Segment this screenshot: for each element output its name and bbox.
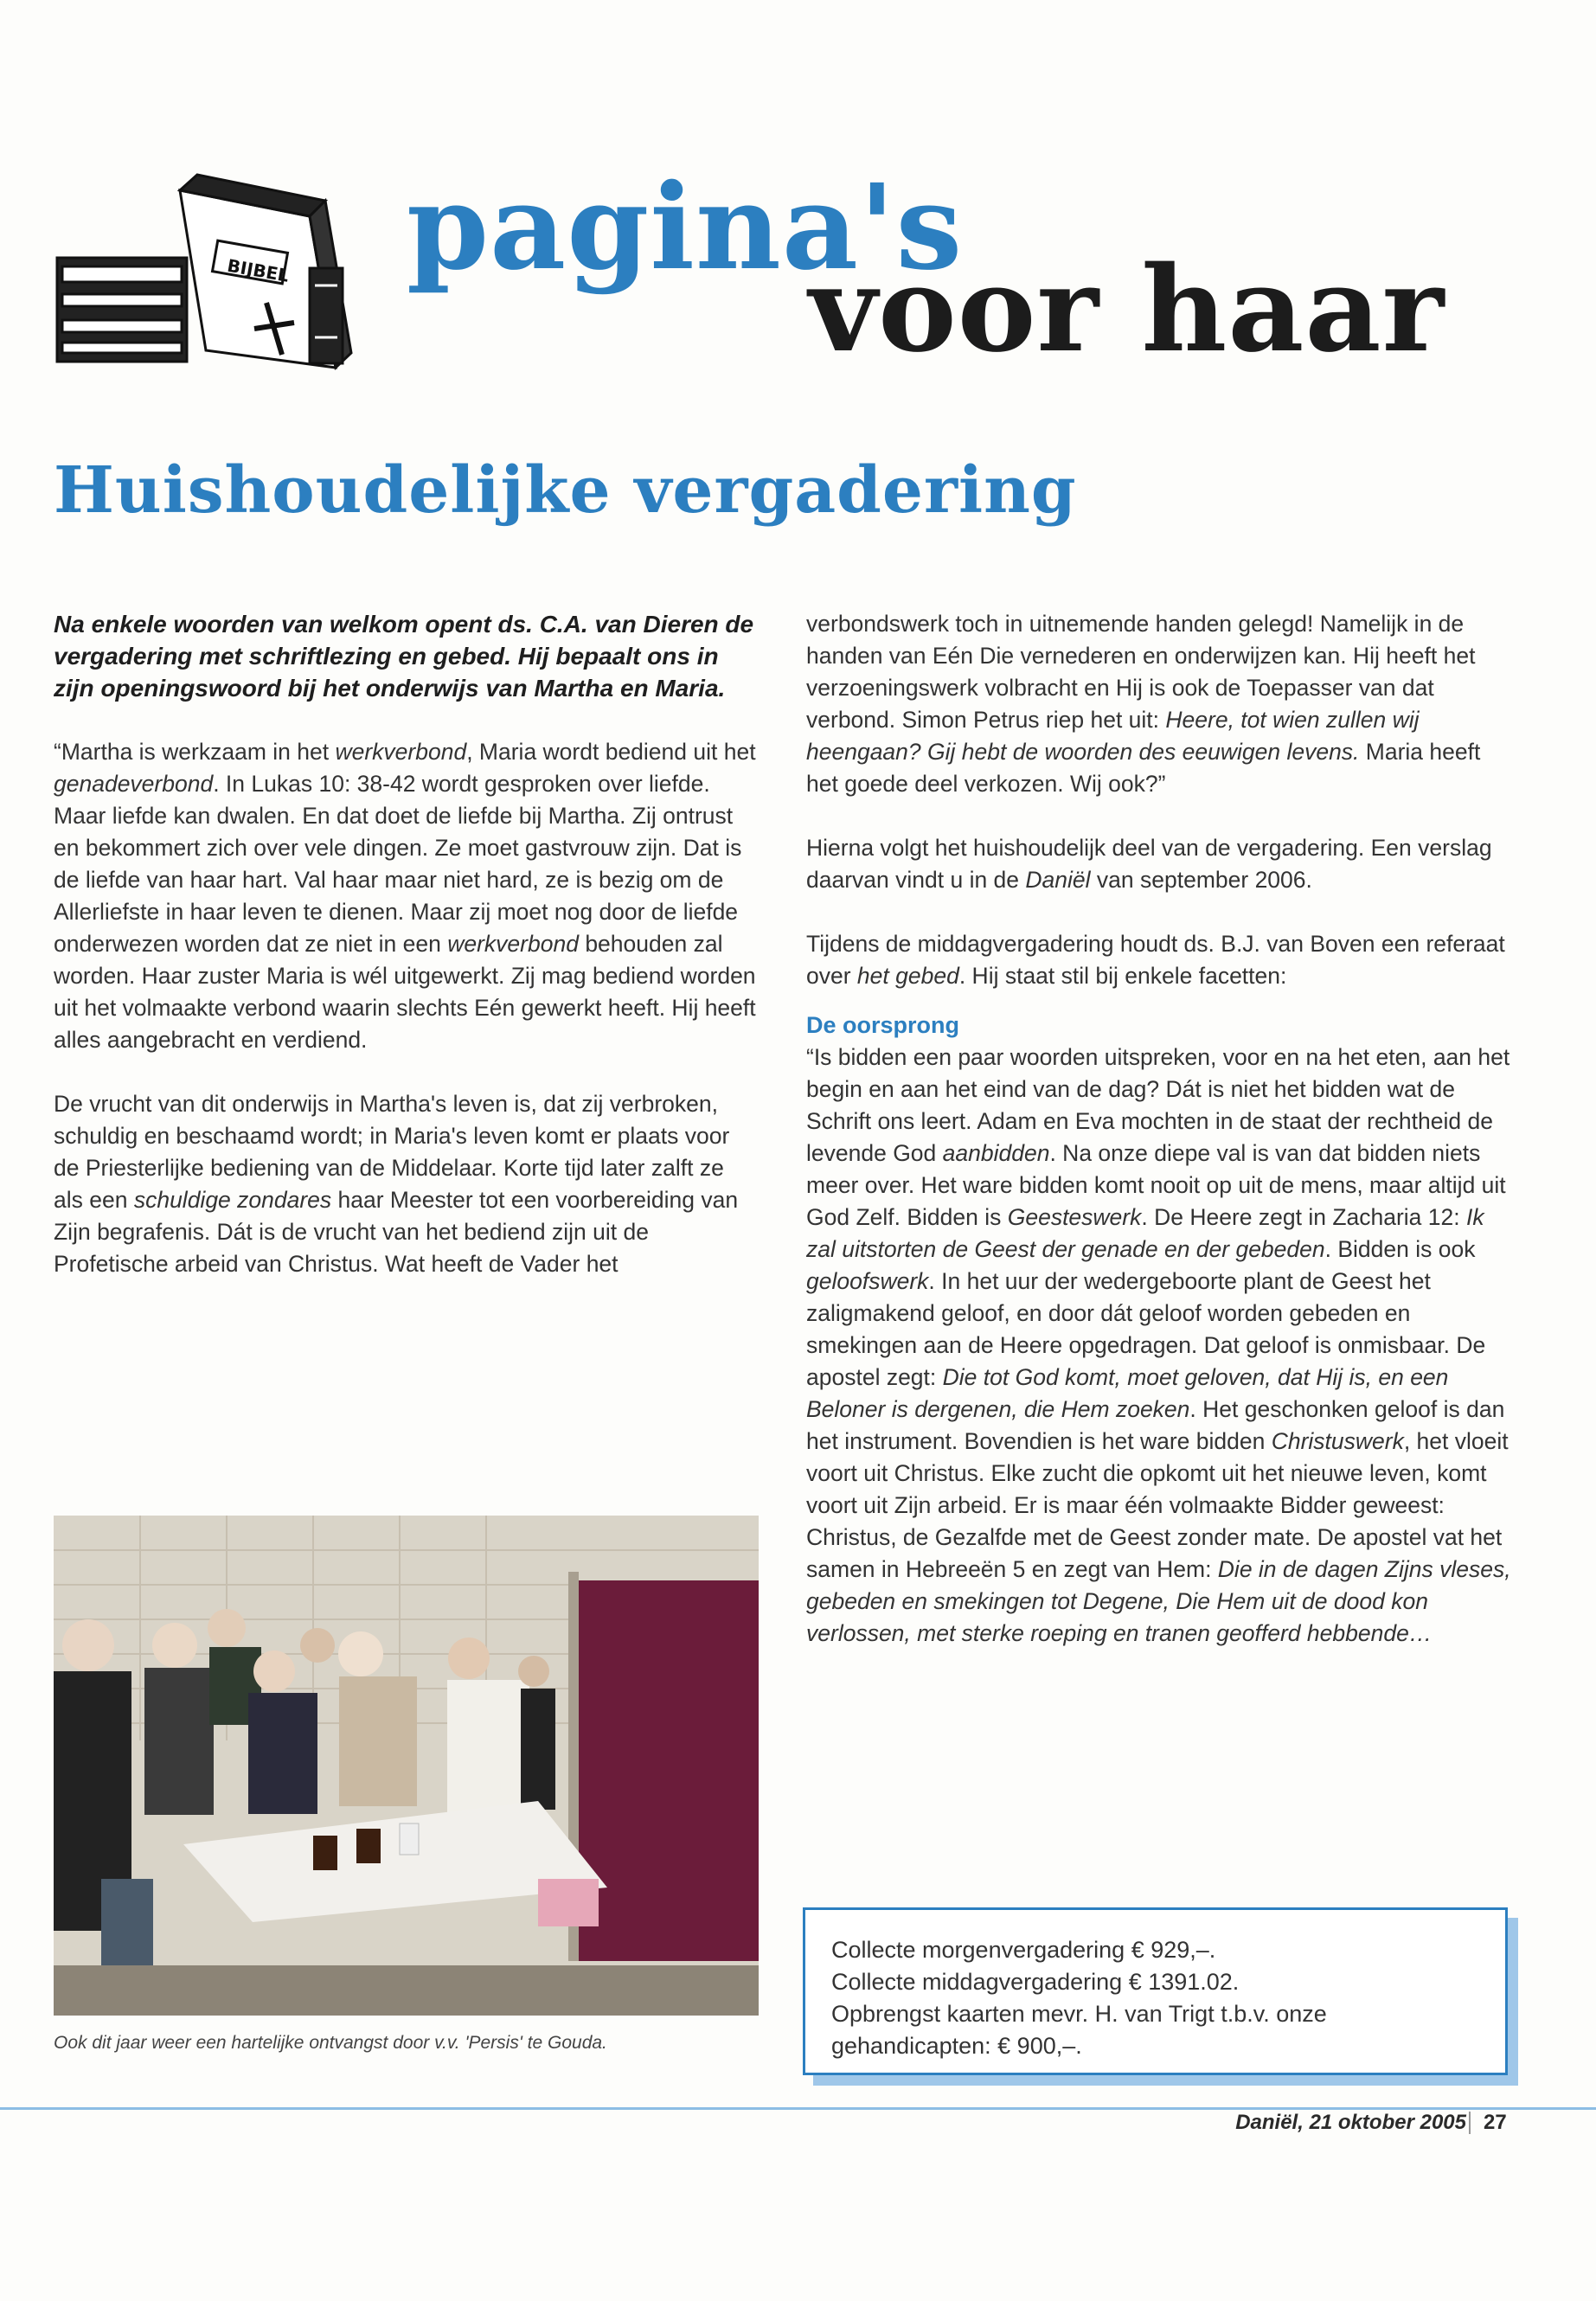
left-column — [54, 608, 759, 1312]
subheading-oorsprong: De oorsprong — [806, 1012, 960, 1038]
collecte-line-3: Opbrengst kaarten mevr. H. van Trigt t.b.v. onze — [831, 2001, 1327, 2027]
bible-books-icon — [50, 164, 357, 376]
photo-caption: Ook dit jaar weer een hartelijke ontvangst door v.v. 'Persis' te Gouda. — [54, 2033, 607, 2053]
article-title: Huishoudelijke vergadering — [54, 453, 1077, 528]
collecte-line-4: gehandicapten: € 900,–. — [831, 2033, 1082, 2059]
collecte-box — [803, 1907, 1508, 2075]
collecte-line-1: Collecte morgenvergadering € 929,–. — [831, 1937, 1216, 1963]
page-number: 27 — [1484, 2111, 1507, 2134]
logo-text: BIJBEL — [225, 254, 291, 286]
footer-publication: Daniël, 21 oktober 2005 — [1235, 2111, 1466, 2134]
right-paragraph-2: Hierna volgt het huishoudelijk deel van de vergadering. Een verslag daarvan vindt u in de Daniël van september 2006. — [806, 835, 1492, 893]
article-photo — [54, 1516, 759, 2016]
masthead-line-2: voor haar — [809, 240, 1445, 379]
masthead-line-1: pagina's — [407, 158, 964, 297]
article-intro: Na enkele woorden van welkom opent ds. C.A. van Dieren de vergadering met schriftlezing en gebed. Hij bepaalt ons in zijn openingswoord bij het onderwijs van Martha en Maria. — [54, 611, 754, 702]
right-paragraph-4: “Is bidden een paar woorden uitspreken, voor en na het eten, aan het begin en aan het eind van de dag? Dát is niet het bidden wat de Schrift ons leert. Adam en Eva mochten in de staat der rechtheid de levende God aanbidden. Na onze diepe val is van dat bidden niets meer over. Het ware bidden komt nooit op uit de mens, maar altijd uit God Zelf. Bidden is Geesteswerk. De Heere zegt in Zacharia 12: Ik zal uitstorten de Geest der genade en der gebeden. Bidden is ook geloofswerk. In het uur der wedergeboorte plant de Geest het zaligmakend geloof, en door dát geloof worden gebeden en smekingen aan de Heere opgedragen. Dat geloof is onmisbaar. De apostel zegt: Die tot God komt, moet geloven, dat Hij is, en een Beloner is dergenen, die Hem zoeken. Het geschonken geloof is dan het instrument. Bovendien is het ware bidden Christuswerk, het vloeit voort uit Christus. Elke zucht die opkomt uit het nieuwe leven, komt voort uit Zijn arbeid. Er is maar één volmaakte Bidder geweest: Christus, de Gezalfde met de Geest zonder mate. De apostel vat het samen in Hebreeën 5 en zegt van Hem: Die in de dagen Zijns vleses, gebeden en smekingen tot Degene, Die Hem uit de dood kon verlossen, met sterke roeping en tranen geofferd hebbende… — [806, 1044, 1511, 1646]
right-column — [806, 608, 1511, 1682]
left-paragraph-1: “Martha is werkzaam in het werkverbond, Maria wordt bediend uit het genadeverbond. In Lukas 10: 38-42 wordt gesproken over liefde. Maar liefde kan dwalen. En dat doet de liefde bij Martha. Zij ontrust en bekommert zich over vele dingen. Ze moet gastvrouw zijn. Dat is de liefde van haar hart. Val haar maar niet hard, ze is bezig om de Allerliefste in haar leven te dienen. Maar zij moet nog door de liefde onderwezen worden dat ze niet in een werkverbond behouden zal worden. Haar zuster Maria is wél uitgewerkt. Zij mag bediend worden uit het volmaakte verbond waarin slechts Eén gewerkt heeft. Hij heeft alles aangebracht en verdiend. — [54, 739, 756, 1053]
left-paragraph-2: De vrucht van dit onderwijs in Martha's leven is, dat zij verbroken, schuldig en beschaamd wordt; in Maria's leven komt er plaats voor de Priesterlijke bediening van de Middelaar. Korte tijd later zalft ze als een schuldige zondares haar Meester tot een voorbereiding van Zijn begrafenis. Dát is de vrucht van het bediend zijn uit de Profetische arbeid van Christus. Wat heeft de Vader het — [54, 1091, 739, 1277]
footer-separator — [1469, 2112, 1471, 2134]
right-paragraph-3: Tijdens de middagvergadering houdt ds. B.J. van Boven een referaat over het gebed. Hij staat stil bij enkele facetten: — [806, 931, 1505, 989]
right-paragraph-1: verbondswerk toch in uitnemende handen gelegd! Namelijk in de handen van Eén Die vernederen en onderwijzen kan. Hij heeft het verzoeningswerk volbracht en Hij is ook de Toepasser van dat verbond. Simon Petrus riep het uit: Heere, tot wien zullen wij heengaan? Gij hebt de woorden des eeuwigen levens. Maria heeft het goede deel verkozen. Wij ook?” — [806, 611, 1481, 797]
collecte-line-2: Collecte middagvergadering € 1391.02. — [831, 1969, 1240, 1995]
footer-rule — [0, 2107, 1596, 2110]
